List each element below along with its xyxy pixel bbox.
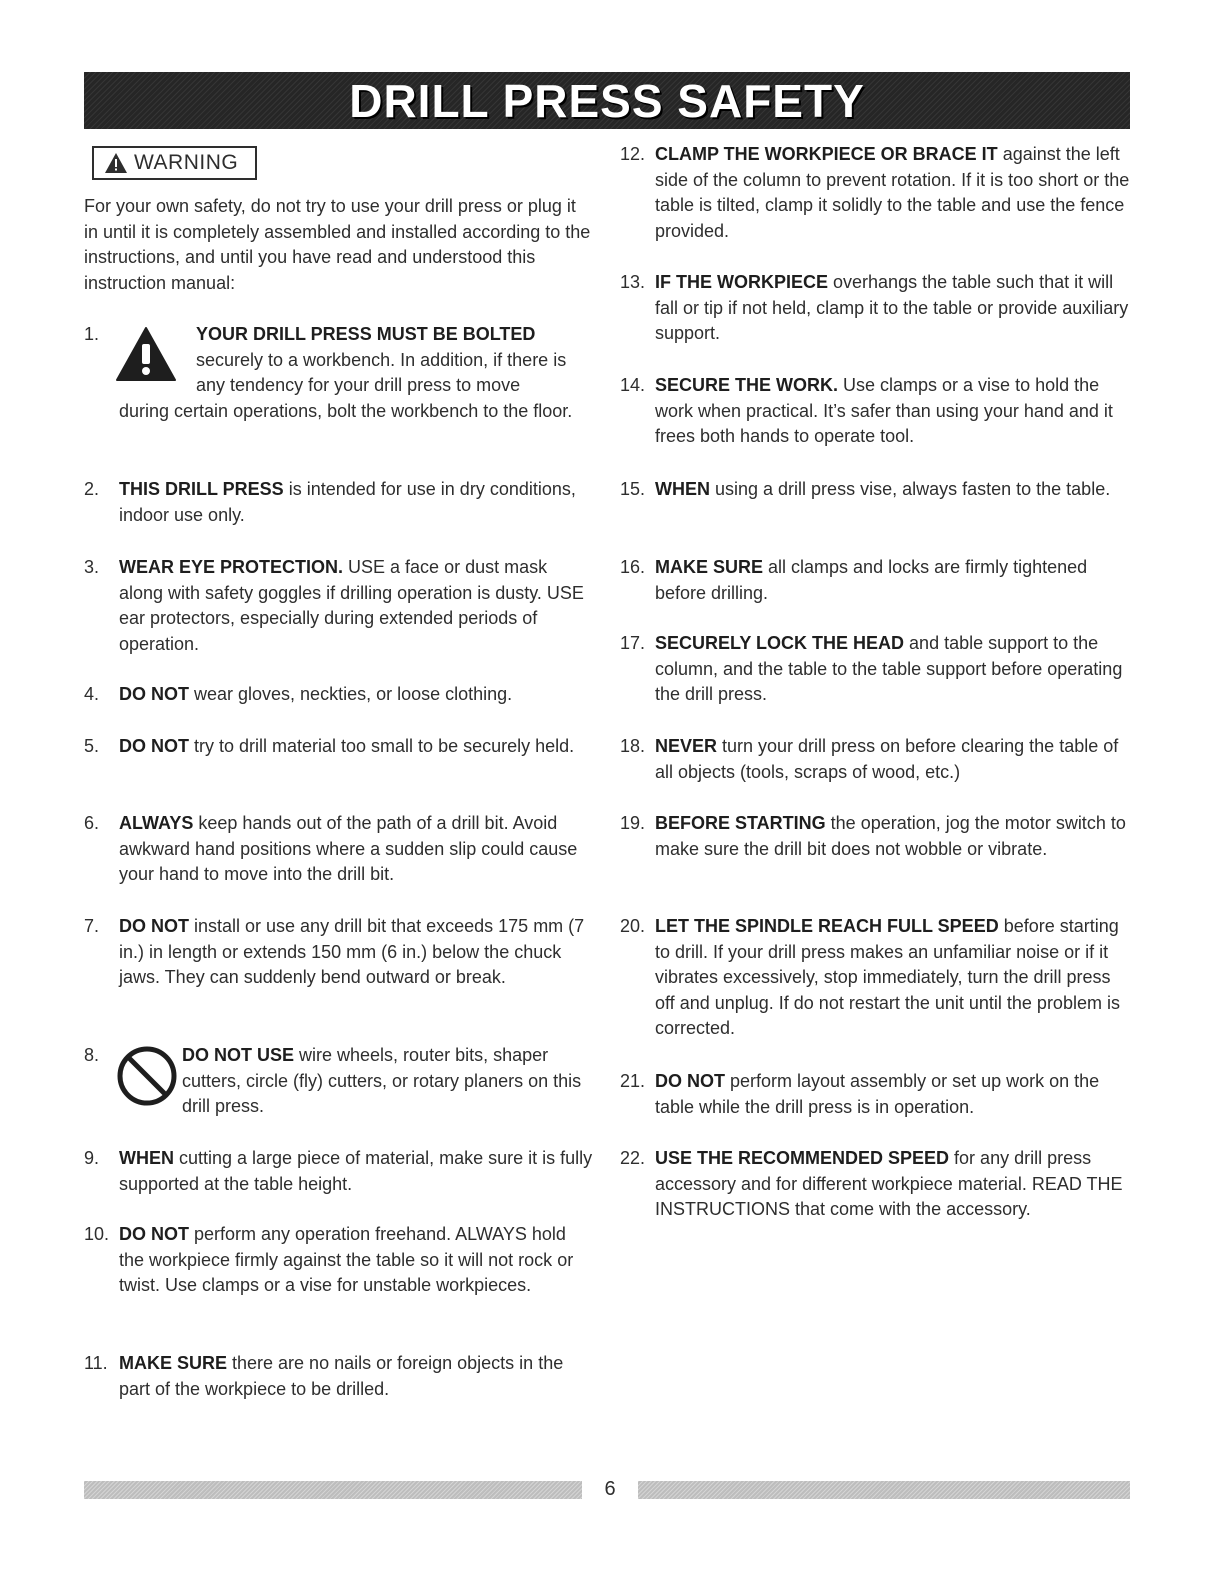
item-number: 7.: [84, 916, 100, 936]
warning-triangle-icon: [115, 326, 177, 382]
list-item: [84, 811, 594, 888]
page-number: 6: [604, 1478, 616, 1500]
item-bold: NEVER: [655, 736, 718, 756]
item-text: against the left side of the column to prevent rotation. If it is too short or the table is tilted, clamp it solidly to the table and use the fence provided.: [655, 144, 1130, 241]
warning-triangle-icon: [104, 152, 128, 174]
item-number: 17.: [620, 633, 646, 653]
item-number: 5.: [84, 736, 100, 756]
item-text: using a drill press vise, always fasten to the table.: [710, 479, 1111, 499]
item-bold: WEAR EYE PROTECTION.: [119, 557, 344, 577]
list-item: [620, 734, 1135, 785]
item-bold: THIS DRILL PRESS: [119, 479, 284, 499]
item-bold: DO NOT USE: [182, 1045, 295, 1065]
item-text: perform any operation freehand. ALWAYS hold the workpiece firmly against the table so it will not rock or twist. Use clamps or a vise for unstable workpieces.: [119, 1224, 574, 1295]
list-item: [620, 1069, 1135, 1120]
list-item: [620, 811, 1135, 862]
item-text: try to drill material too small to be securely held.: [189, 736, 575, 756]
list-item: [620, 1146, 1135, 1223]
item-number: 2.: [84, 479, 100, 499]
item-number: 20.: [620, 916, 646, 936]
item-text: all clamps and locks are firmly tightened before drilling.: [655, 557, 1088, 603]
list-item: [620, 373, 1135, 450]
item-bold: ALWAYS: [119, 813, 194, 833]
intro-paragraph: For your own safety, do not try to use your drill press or plug it in until it is completely assembled and installed according to the instructions, and until you have read and understood this instruction manual:: [84, 196, 591, 293]
item-number: 10.: [84, 1224, 110, 1244]
item-text: USE a face or dust mask along with safety goggles if drilling operation is dusty. USE ear protectors, especially during extended periods of operation.: [119, 557, 584, 654]
item-text: perform layout assembly or set up work on the table while the drill press is in operation.: [655, 1071, 1100, 1117]
item-text: the operation, jog the motor switch to make sure the drill bit does not wobble or vibrate.: [655, 813, 1126, 859]
item-bold: DO NOT: [119, 1224, 189, 1244]
item-bold: USE THE RECOMMENDED SPEED: [655, 1148, 950, 1168]
list-item: [84, 914, 594, 991]
list-item: [84, 322, 594, 424]
item-text: is intended for use in dry conditions, indoor use only.: [119, 479, 576, 525]
item-bold: DO NOT: [119, 916, 189, 936]
list-item: [620, 555, 1135, 606]
item-text: wire wheels, router bits, shaper cutters, circle (fly) cutters, or rotary planers on this drill press.: [182, 1045, 582, 1116]
item-text: there are no nails or foreign objects in the part of the workpiece to be drilled.: [119, 1353, 564, 1399]
list-item: [620, 631, 1135, 708]
warning-badge: [92, 146, 257, 180]
item-bold: DO NOT: [119, 684, 189, 704]
item-number: 13.: [620, 272, 646, 292]
item-text: Use clamps or a vise to hold the work when practical. It’s safer than using your hand and it frees both hands to operate tool.: [655, 375, 1113, 446]
item-bold: WHEN: [655, 479, 710, 499]
list-item: [84, 734, 594, 760]
item-bold: IF THE WORKPIECE: [655, 272, 829, 292]
item-bold: LET THE SPINDLE REACH FULL SPEED: [655, 916, 999, 936]
item-number: 8.: [84, 1045, 100, 1065]
item-bold: YOUR DRILL PRESS MUST BE BOLTED: [196, 324, 536, 344]
item-number: 11.: [84, 1353, 108, 1373]
item-text: turn your drill press on before clearing the table of all objects (tools, scraps of wood, etc.): [655, 736, 1119, 782]
warning-label: WARNING: [134, 151, 239, 174]
title-banner: [84, 72, 1130, 129]
item-text-wrapped: [196, 348, 594, 399]
item-text: for any drill press accessory and for different workpiece material. READ THE INSTRUCTIONS that come with the accessory.: [655, 1148, 1123, 1219]
item-number: 16.: [620, 557, 646, 577]
item-text: keep hands out of the path of a drill bit. Avoid awkward hand positions where a sudden slip could cause your hand to move into the drill bit.: [119, 813, 578, 884]
item-number: 14.: [620, 375, 646, 395]
item-number: 1.: [84, 324, 100, 344]
item-number: 15.: [620, 479, 646, 499]
list-item: [620, 477, 1135, 503]
item-text: overhangs the table such that it will fall or tip if not held, clamp it to the table or provide auxiliary support.: [655, 272, 1129, 343]
item-number: 4.: [84, 684, 100, 704]
item-number: 18.: [620, 736, 646, 756]
item-bold: SECURELY LOCK THE HEAD: [655, 633, 905, 653]
footer-bar-left: [84, 1481, 582, 1499]
list-item: [84, 1222, 594, 1299]
list-item: [84, 555, 594, 657]
item-bold: DO NOT: [119, 736, 189, 756]
item-text: install or use any drill bit that exceeds 175 mm (7 in.) in length or extends 150 mm (6 in.) below the chuck jaws. They can suddenly bend outward or break.: [119, 916, 585, 987]
item-text: before starting to drill. If your drill press makes an unfamiliar noise or if it vibrates excessively, stop immediately, turn the drill press off and unplug. If do not restart the unit until the problem is corrected.: [655, 916, 1120, 1038]
list-item: [84, 1146, 594, 1197]
item-bold: SECURE THE WORK.: [655, 375, 839, 395]
item-number: 3.: [84, 557, 100, 577]
list-item: [84, 1043, 594, 1120]
item-text: wear gloves, neckties, or loose clothing.: [189, 684, 513, 704]
page-title: DRILL PRESS SAFETY: [349, 74, 865, 127]
item-number: 6.: [84, 813, 100, 833]
item-number: 19.: [620, 813, 646, 833]
item-bold: MAKE SURE: [119, 1353, 228, 1373]
item-number: 21.: [620, 1071, 646, 1091]
list-item: [84, 1351, 594, 1402]
item-bold: CLAMP THE WORKPIECE OR BRACE IT: [655, 144, 998, 164]
item-number: 9.: [84, 1148, 100, 1168]
item-text-continued: during certain operations, bolt the workbench to the floor.: [119, 400, 573, 421]
list-item: [84, 477, 594, 528]
list-item: [620, 142, 1135, 244]
item-number: 12.: [620, 144, 646, 164]
item-bold: DO NOT: [655, 1071, 725, 1091]
item-bold: MAKE SURE: [655, 557, 764, 577]
item-text: and table support to the column, and the table to the table support before operating the drill press.: [655, 633, 1123, 704]
item-number: 22.: [620, 1148, 646, 1168]
list-item: [84, 682, 594, 708]
prohibition-icon: [116, 1045, 178, 1107]
list-item: [620, 270, 1135, 347]
footer-bar-right: [638, 1481, 1130, 1499]
item-text: cutting a large piece of material, make sure it is fully supported at the table height.: [119, 1148, 593, 1194]
item-text: securely to a workbench. In addition, if there is any tendency for your drill press to move: [196, 349, 567, 395]
list-item: [620, 914, 1135, 1042]
item-bold: BEFORE STARTING: [655, 813, 826, 833]
item-bold: WHEN: [119, 1148, 174, 1168]
